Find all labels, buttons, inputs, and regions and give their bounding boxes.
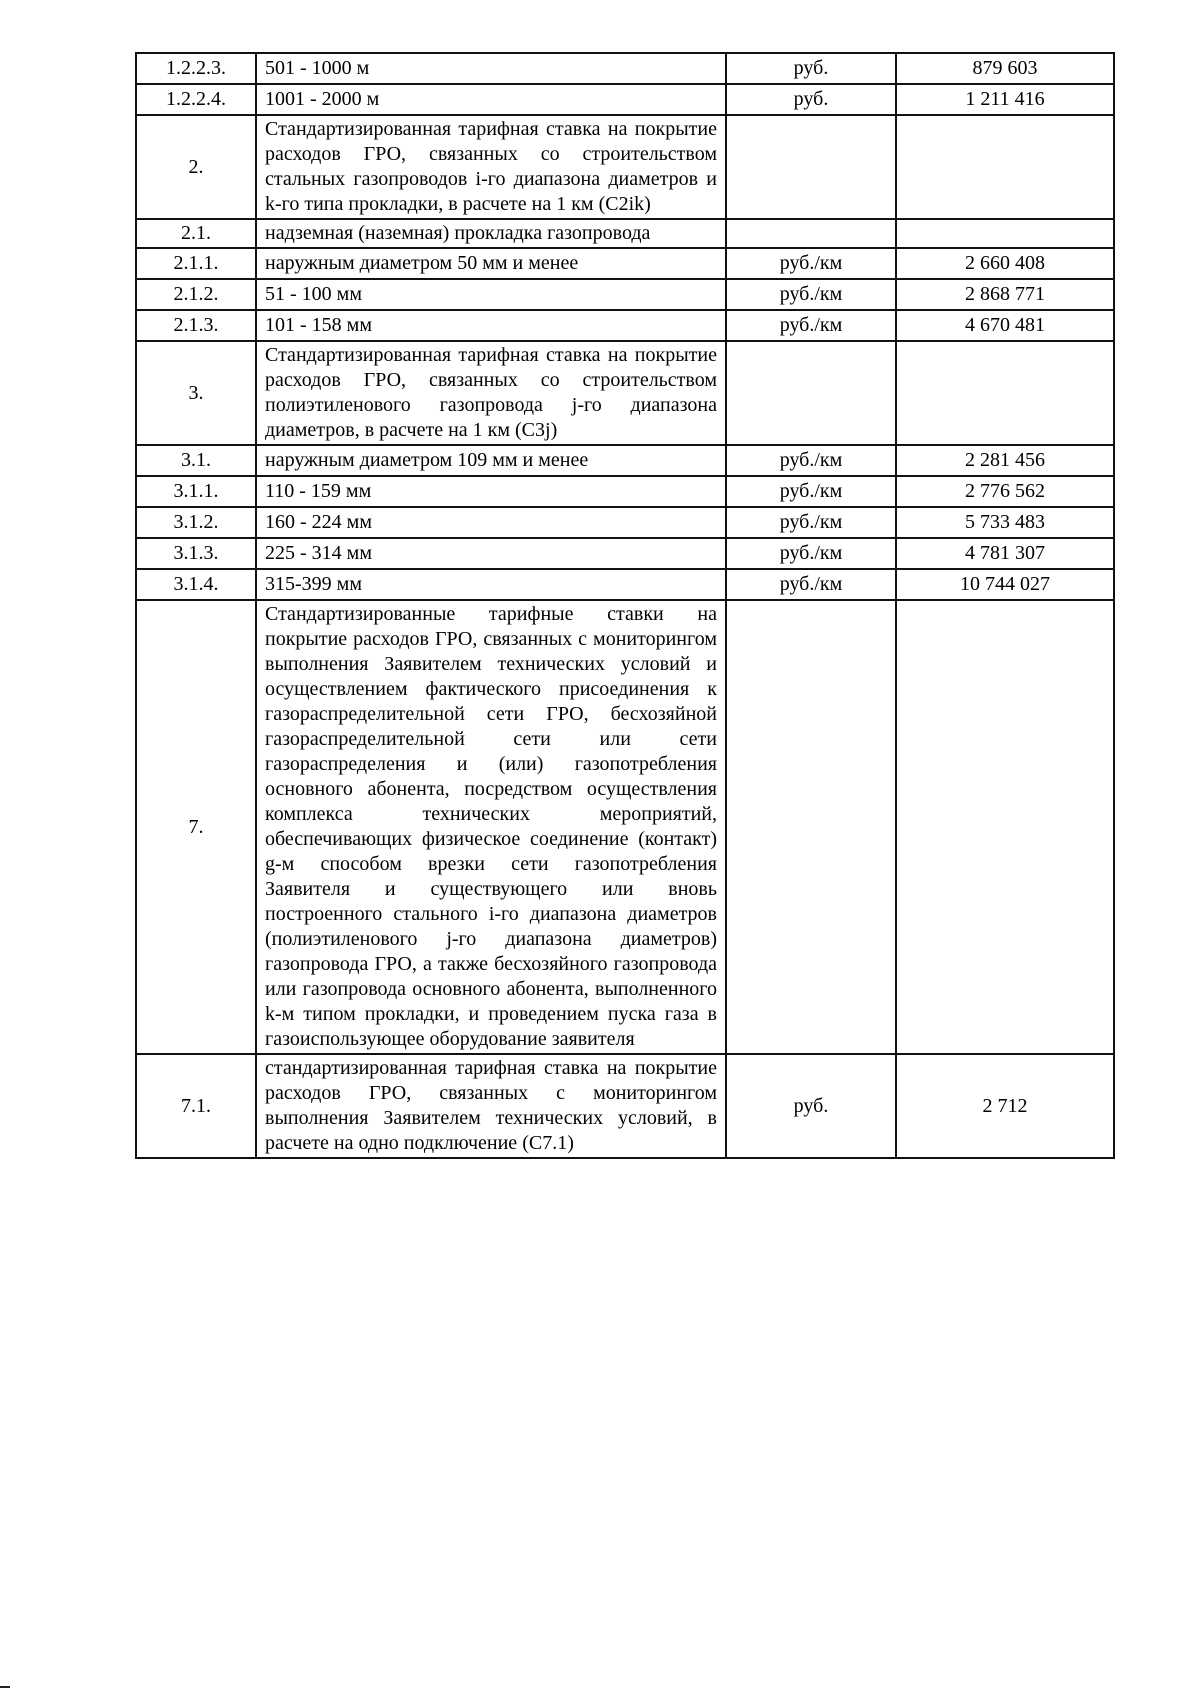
table-row [136,538,1114,569]
page-edge-mark [0,1686,10,1688]
row-description: 101 - 158 мм [256,310,726,341]
row-value [896,341,1114,445]
row-number: 3.1.4. [136,569,256,600]
row-value [896,600,1114,1054]
row-unit [726,341,896,445]
row-description: 110 - 159 мм [256,476,726,507]
table-row [136,341,1114,445]
row-unit: руб. [726,84,896,115]
row-value: 10 744 027 [896,569,1114,600]
tariff-table [135,52,1115,1159]
row-number: 3.1. [136,445,256,476]
row-number: 2.1.1. [136,248,256,279]
row-number: 3.1.2. [136,507,256,538]
row-description: наружным диаметром 109 мм и менее [256,445,726,476]
table-row [136,84,1114,115]
row-unit: руб. [726,53,896,84]
row-value: 2 712 [896,1054,1114,1158]
row-unit: руб. [726,1054,896,1158]
table-row [136,569,1114,600]
table-row [136,310,1114,341]
table-row [136,279,1114,310]
row-number: 3.1.3. [136,538,256,569]
row-unit [726,115,896,219]
row-unit: руб./км [726,279,896,310]
row-value [896,219,1114,248]
table-row [136,115,1114,219]
row-unit: руб./км [726,248,896,279]
row-value: 2 868 771 [896,279,1114,310]
row-description: 501 - 1000 м [256,53,726,84]
row-number: 7.1. [136,1054,256,1158]
table-row [136,248,1114,279]
row-value [896,115,1114,219]
row-number: 3. [136,341,256,445]
row-value: 4 670 481 [896,310,1114,341]
row-description: 160 - 224 мм [256,507,726,538]
row-unit [726,219,896,248]
row-unit: руб./км [726,445,896,476]
row-description: Стандартизированная тарифная ставка на покрытие расходов ГРО, связанных со строительством полиэтиленового газопровода j-го диапазона диаметров, в расчете на 1 км (С3j) [256,341,726,445]
row-number: 2.1. [136,219,256,248]
table-row [136,445,1114,476]
table-row [136,507,1114,538]
row-description: 1001 - 2000 м [256,84,726,115]
row-number: 2. [136,115,256,219]
row-unit: руб./км [726,310,896,341]
row-value: 2 776 562 [896,476,1114,507]
table-row [136,600,1114,1054]
table-row [136,476,1114,507]
row-value: 1 211 416 [896,84,1114,115]
row-unit: руб./км [726,569,896,600]
row-unit: руб./км [726,507,896,538]
row-value: 2 660 408 [896,248,1114,279]
row-description: Стандартизированная тарифная ставка на покрытие расходов ГРО, связанных со строительством стальных газопроводов i-го диапазона диаметров и k-го типа прокладки, в расчете на 1 км (С2ik) [256,115,726,219]
row-unit: руб./км [726,538,896,569]
table-row [136,1054,1114,1158]
table-row [136,53,1114,84]
row-value: 879 603 [896,53,1114,84]
row-description: стандартизированная тарифная ставка на покрытие расходов ГРО, связанных с мониторингом выполнения Заявителем технических условий, в расчете на одно подключение (С7.1) [256,1054,726,1158]
table-row [136,219,1114,248]
row-number: 2.1.2. [136,279,256,310]
row-number: 7. [136,600,256,1054]
row-description: наружным диаметром 50 мм и менее [256,248,726,279]
row-description: 225 - 314 мм [256,538,726,569]
row-description: надземная (наземная) прокладка газопровода [256,219,726,248]
row-number: 1.2.2.3. [136,53,256,84]
row-unit [726,600,896,1054]
row-description: 315-399 мм [256,569,726,600]
row-value: 4 781 307 [896,538,1114,569]
row-description: 51 - 100 мм [256,279,726,310]
row-description: Стандартизированные тарифные ставки на покрытие расходов ГРО, связанных с мониторингом выполнения Заявителем технических условий и осуществлением фактического присоединения к газораспределительной сети ГРО, бесхозяйной газораспределительной сети или сети газораспределения и (или) газопотребления основного абонента, посредством осуществления комплекса технических мероприятий, обеспечивающих физическое соединение (контакт) g-м способом врезки сети газопотребления Заявителя и существующего или вновь построенного стального i-го диапазона диаметров (полиэтиленового j-го диапазона диаметров) газопровода ГРО, а также бесхозяйного газопровода или газопровода основного абонента, выполненного k-м типом прокладки, и проведением пуска газа в газоиспользующее оборудование заявителя [256,600,726,1054]
row-number: 3.1.1. [136,476,256,507]
row-number: 2.1.3. [136,310,256,341]
row-unit: руб./км [726,476,896,507]
row-value: 5 733 483 [896,507,1114,538]
row-value: 2 281 456 [896,445,1114,476]
row-number: 1.2.2.4. [136,84,256,115]
